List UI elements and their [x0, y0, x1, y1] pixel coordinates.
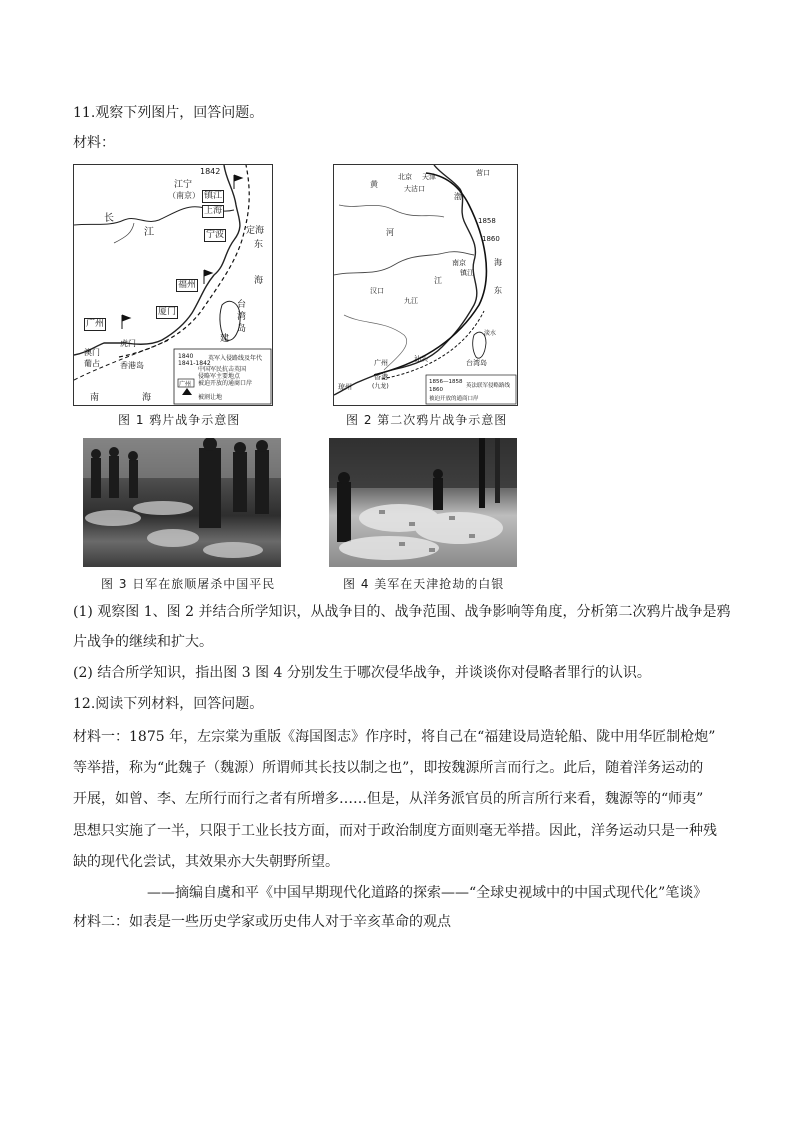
- legend-years: 1840: [178, 353, 194, 360]
- label-nanjing-2: 南京: [452, 259, 466, 267]
- label-bohai: 渤: [454, 192, 462, 201]
- label-dagukou: 大沽口: [404, 185, 425, 193]
- fig2-caption: 图 2 第二次鸦片战争示意图: [346, 413, 508, 427]
- label-jiangning: 江宁: [174, 180, 193, 190]
- label-fuzhou: 福州: [178, 280, 197, 290]
- label-1858: 1858: [478, 217, 496, 225]
- flag-icon: [122, 315, 130, 329]
- label-tianjin: 天津: [422, 173, 436, 181]
- label-tai: 台: [237, 300, 247, 310]
- tianjin-silver-photo: [329, 438, 517, 567]
- legend-2-years2: 1860: [429, 387, 443, 393]
- legend-3: 侵略军主要地点: [198, 373, 241, 380]
- label-portugal: 葡占: [84, 359, 100, 368]
- label-south: 南: [90, 393, 100, 403]
- label-1860: 1860: [482, 235, 500, 243]
- label-dao: 岛: [237, 324, 247, 334]
- opium-war-map: [73, 164, 273, 406]
- legend-years-2: 1841-1842: [178, 360, 211, 367]
- label-east: 东: [254, 240, 264, 250]
- legend-4: 被迫开放的通商口岸: [198, 380, 253, 387]
- photo-4-shapes: [329, 438, 517, 567]
- label-humen: 虎门: [120, 339, 136, 348]
- label-danshui: 淡水: [484, 330, 497, 337]
- label-ningbo: 宁波: [206, 230, 225, 240]
- label-shanghai: 上海: [204, 206, 223, 216]
- q12-m1-source: ——摘编自虞和平《中国早期现代化道路的探索——“全球史视域中的中国式现代化”笔谈》: [147, 885, 708, 901]
- label-guangzhou: 广州: [86, 319, 105, 329]
- legend-2-route: 英法联军侵略路线: [466, 383, 511, 389]
- label-hai: 海: [494, 258, 502, 267]
- q12-m1-line5: 缺的现代化尝试，其效果亦大失朝野所望。: [73, 854, 339, 870]
- label-jiang-2: 江: [434, 276, 442, 285]
- second-opium-war-map: [333, 164, 518, 406]
- label-hankou: 汉口: [370, 287, 384, 295]
- second-opium-war-map-drawing: [334, 165, 517, 405]
- label-taiwan-2: 台湾岛: [466, 359, 487, 367]
- label-1842: 1842: [200, 167, 221, 176]
- label-zhenjiang: 镇江: [204, 191, 223, 201]
- flag-icon: [204, 270, 212, 284]
- q11-material-label: 材料：: [73, 135, 115, 151]
- legend-2: 中国军民抗击英国: [198, 366, 247, 373]
- q12-m1-line3: 开展，如曾、李、左所行而行之者有所增多……但是，从洋务派官员的所言所行来看，魏源等的“师夷”: [73, 791, 704, 807]
- label-sea: 海: [254, 276, 264, 286]
- fig1-caption: 图 1 鸦片战争示意图: [118, 413, 241, 427]
- label-he: 河: [386, 228, 394, 237]
- q12-m1-line2: 等举措，称为“此魏子（魏源）所谓师其长技以制之也”，即按魏源所言而行之。此后，随着洋务运动的: [73, 760, 704, 776]
- label-kowloon: (九龙): [372, 383, 389, 390]
- fig3-caption: 图 3 日军在旅顺屠杀中国平民: [101, 577, 276, 591]
- label-qiongzhou: 琼州: [338, 383, 352, 391]
- photo-3-shapes: [83, 438, 281, 567]
- label-dong: 东: [494, 286, 502, 295]
- fig4-caption: 图 4 美军在天津抢劫的白银: [343, 577, 505, 591]
- legend-1: 英军入侵路线及年代: [208, 355, 263, 362]
- label-jiujiang: 九江: [404, 297, 418, 305]
- label-wan: 湾: [237, 312, 247, 322]
- label-jiang: 江: [144, 227, 154, 238]
- label-hongkong: 香港岛: [120, 361, 144, 370]
- q11-sub1-cont: 片战争的继续和扩大。: [73, 634, 213, 650]
- label-huang: 黄: [370, 180, 378, 189]
- label-yingkou: 营口: [476, 169, 490, 177]
- label-xiamen: 厦门: [158, 307, 177, 317]
- lushun-massacre-photo: [83, 438, 281, 567]
- river-branch: [114, 223, 134, 243]
- label-jian: 建: [220, 334, 230, 344]
- label-dinghai: 定海: [246, 226, 265, 236]
- yellow-river: [339, 205, 444, 217]
- q12-m1-line4: 思想只实施了一半，只限于工业长技方面，而对于政治制度方面则毫无举措。因此，洋务运动只是一种残: [73, 823, 717, 839]
- label-nanjing: （南京）: [168, 191, 200, 200]
- label-chang: 长: [104, 213, 114, 224]
- opium-war-map-drawing: [74, 165, 272, 405]
- label-zhenjiang-2: 镇江: [460, 269, 474, 277]
- q11-title: 11.观察下列图片，回答问题。: [73, 105, 264, 121]
- legend-5: 被割让地: [198, 394, 223, 401]
- q11-sub2: (2) 结合所学知识，指出图 3 图 4 分别发生于哪次侵华战争，并谈谈你对侵略者罪行的认识。: [73, 665, 651, 681]
- label-beijing: 北京: [398, 173, 412, 181]
- label-aomen: 澳门: [84, 348, 100, 357]
- q11-sub1: (1) 观察图 1、图 2 并结合所学知识，从战争目的、战争范围、战争影响等角度，分析第二次鸦片战争是鸦: [73, 604, 731, 620]
- label-south-sea: 海: [142, 393, 152, 403]
- q12-m2: 材料二：如表是一些历史学家或历史伟人对于辛亥革命的观点: [73, 914, 451, 930]
- legend-2-years1: 1856—1858: [429, 379, 463, 385]
- q12-m1-line1: 材料一：1875 年，左宗棠为重版《海国图志》作序时，将自己在“福建设局造轮船、陇中用华匠制枪炮”: [73, 729, 716, 745]
- legend-2-ports: 被迫开放的通商口岸: [429, 396, 479, 402]
- legend-guangzhou: 广州: [179, 381, 192, 388]
- label-hongkong-2: 香港: [374, 373, 388, 381]
- q12-title: 12.阅读下列材料，回答问题。: [73, 696, 264, 712]
- flag-icon: [234, 175, 242, 189]
- label-shantou: 汕头: [414, 355, 428, 363]
- label-guangzhou-2: 广州: [374, 359, 388, 367]
